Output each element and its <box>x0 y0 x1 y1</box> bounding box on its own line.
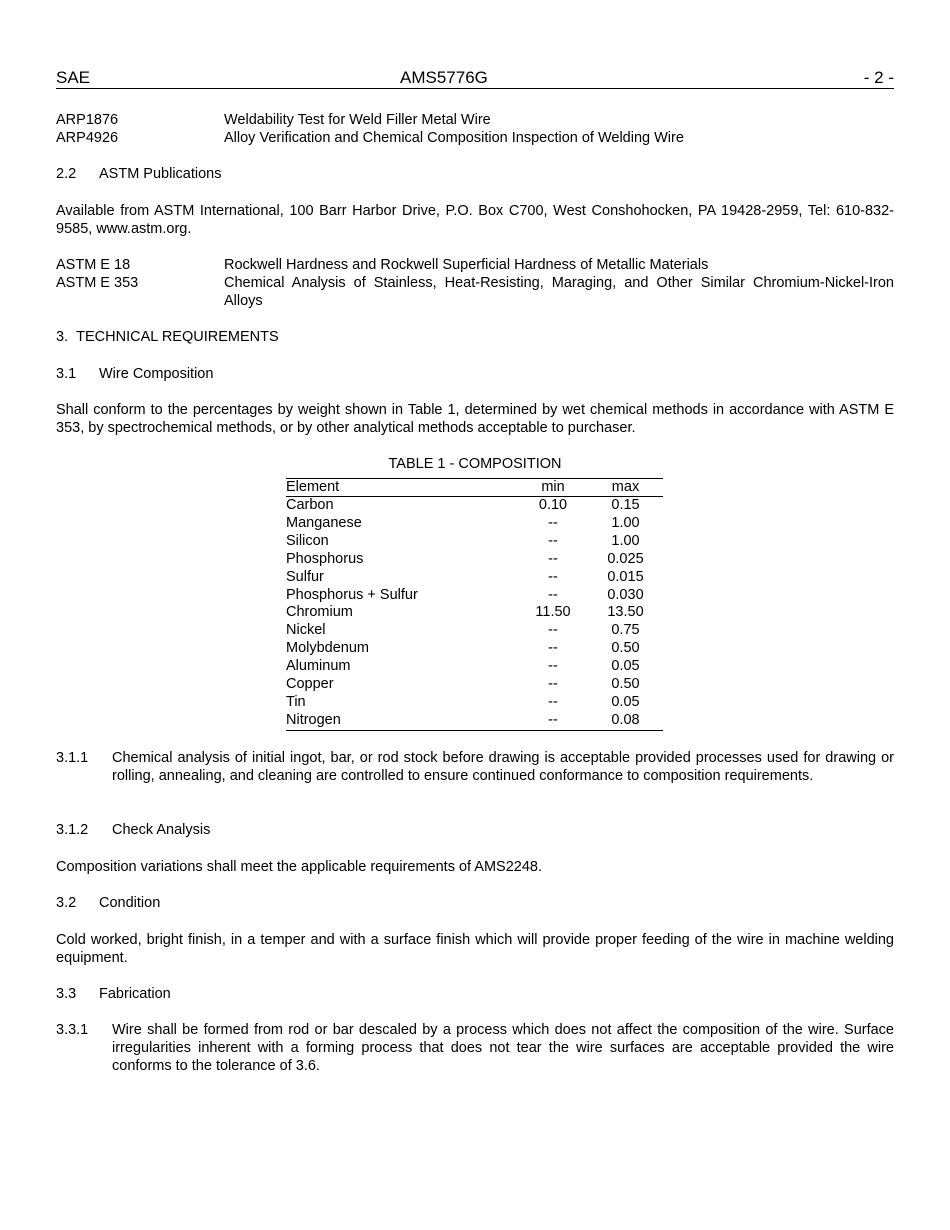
column-header-element: Element <box>286 479 518 497</box>
max-cell: 0.50 <box>611 640 640 657</box>
element-cell: Phosphorus + Sulfur <box>286 586 418 603</box>
condition-paragraph: Cold worked, bright finish, in a temper and with a surface finish which will provide proper feeding of the wire in machine welding equipment. <box>56 932 894 966</box>
min-cell: 11.50 <box>535 604 571 621</box>
element-cell: Copper <box>286 676 334 693</box>
header-page-number: - 2 - <box>863 68 894 87</box>
element-cell: Nickel <box>286 622 326 639</box>
table-caption: TABLE 1 - COMPOSITION <box>388 456 562 472</box>
element-cell: Sulfur <box>286 568 324 585</box>
table-row <box>286 640 663 658</box>
element-cell: Chromium <box>286 604 353 621</box>
element-cell: Tin <box>286 693 306 710</box>
section-title: Wire Composition <box>99 366 214 382</box>
section-title: Condition <box>99 895 161 911</box>
table-row <box>286 551 663 569</box>
max-cell: 0.015 <box>607 568 644 585</box>
element-cell: Aluminum <box>286 658 351 675</box>
column-header-min: min <box>518 479 588 497</box>
table-header-row <box>286 479 663 497</box>
astm-availability-paragraph: Available from ASTM International, 100 Barr Harbor Drive, P.O. Box C700, West Conshohocken, PA 19428-2959, Tel: 610-832-9585, www.astm.org. <box>56 203 894 237</box>
max-cell: 0.15 <box>611 497 640 513</box>
min-cell: -- <box>548 532 558 549</box>
max-cell: 1.00 <box>611 532 640 549</box>
max-cell: 0.05 <box>611 693 640 710</box>
table-row <box>286 676 663 694</box>
header-org: SAE <box>56 68 91 87</box>
reference-title: Chemical Analysis of Stainless, Heat-Resisting, Maraging, and Other Similar Chromium-Nickel-Iron Alloys <box>224 275 894 309</box>
min-cell: -- <box>548 711 558 728</box>
table-row <box>286 515 663 533</box>
column-header-max: max <box>588 479 663 497</box>
element-cell: Silicon <box>286 532 329 549</box>
section-number: 3.1 <box>56 366 77 382</box>
paragraph-number: 3.3.1 <box>56 1022 89 1038</box>
min-cell: -- <box>548 550 558 567</box>
table-row <box>286 604 663 622</box>
section-title: Fabrication <box>99 986 171 1002</box>
min-cell: -- <box>548 640 558 657</box>
table-row <box>286 587 663 605</box>
max-cell: 0.08 <box>611 711 640 728</box>
composition-table <box>286 478 663 731</box>
section-title: Check Analysis <box>112 822 211 838</box>
check-analysis-paragraph: Composition variations shall meet the applicable requirements of AMS2248. <box>56 859 543 875</box>
min-cell: -- <box>548 622 558 639</box>
min-cell: -- <box>548 693 558 710</box>
max-cell: 0.75 <box>611 622 640 639</box>
element-cell: Carbon <box>286 497 334 513</box>
section-number: 3.1.2 <box>56 822 89 838</box>
max-cell: 13.50 <box>607 604 644 621</box>
table-row <box>286 658 663 676</box>
table-row <box>286 533 663 551</box>
paragraph-number: 3.1.1 <box>56 750 89 766</box>
reference-code: ARP4926 <box>56 130 119 146</box>
composition-paragraph: Shall conform to the percentages by weight shown in Table 1, determined by wet chemical methods in accordance with ASTM E 353, by spectrochemical methods, or by other analytical methods acceptable to purchaser. <box>56 402 894 436</box>
element-cell: Phosphorus <box>286 550 364 567</box>
table-row <box>286 712 663 730</box>
min-cell: -- <box>548 676 558 693</box>
min-cell: -- <box>548 514 558 531</box>
max-cell: 1.00 <box>611 514 640 531</box>
element-cell: Manganese <box>286 514 362 531</box>
paragraph-text: Chemical analysis of initial ingot, bar, or rod stock before drawing is acceptable provided processes used for drawing or rolling, annealing, and cleaning are controlled to ensure continued conformance to composition requirements. <box>112 750 894 784</box>
max-cell: 0.05 <box>611 658 640 675</box>
table-row <box>286 497 663 515</box>
max-cell: 0.50 <box>611 676 640 693</box>
element-cell: Nitrogen <box>286 711 341 728</box>
min-cell: -- <box>548 586 558 603</box>
section-number: 3.2 <box>56 895 77 911</box>
table-row <box>286 694 663 712</box>
header-doc-number: AMS5776G <box>400 68 488 87</box>
min-cell: 0.10 <box>538 497 568 513</box>
min-cell: -- <box>548 658 558 675</box>
reference-code: ASTM E 353 <box>56 275 139 291</box>
reference-title: Alloy Verification and Chemical Composition Inspection of Welding Wire <box>224 130 684 146</box>
section-number: 3.3 <box>56 986 77 1002</box>
min-cell: -- <box>548 568 558 585</box>
page-header <box>56 68 894 89</box>
reference-title: Rockwell Hardness and Rockwell Superficial Hardness of Metallic Materials <box>224 257 709 273</box>
max-cell: 0.030 <box>607 586 644 603</box>
reference-code: ASTM E 18 <box>56 257 131 273</box>
table-row <box>286 622 663 640</box>
section-title: ASTM Publications <box>99 166 222 182</box>
element-cell: Molybdenum <box>286 640 370 657</box>
reference-title: Weldability Test for Weld Filler Metal Wire <box>224 112 491 128</box>
reference-code: ARP1876 <box>56 112 119 128</box>
section-number: 2.2 <box>56 166 77 182</box>
paragraph-text: Wire shall be formed from rod or bar descaled by a process which does not affect the composition of the wire. Surface irregularities inherent with a forming process that does not tear the wire surfaces are acceptable provided the wire conforms to the tolerance of 3.6. <box>112 1022 894 1074</box>
section-heading-3: 3. TECHNICAL REQUIREMENTS <box>56 329 279 345</box>
table-row <box>286 569 663 587</box>
max-cell: 0.025 <box>607 550 644 567</box>
